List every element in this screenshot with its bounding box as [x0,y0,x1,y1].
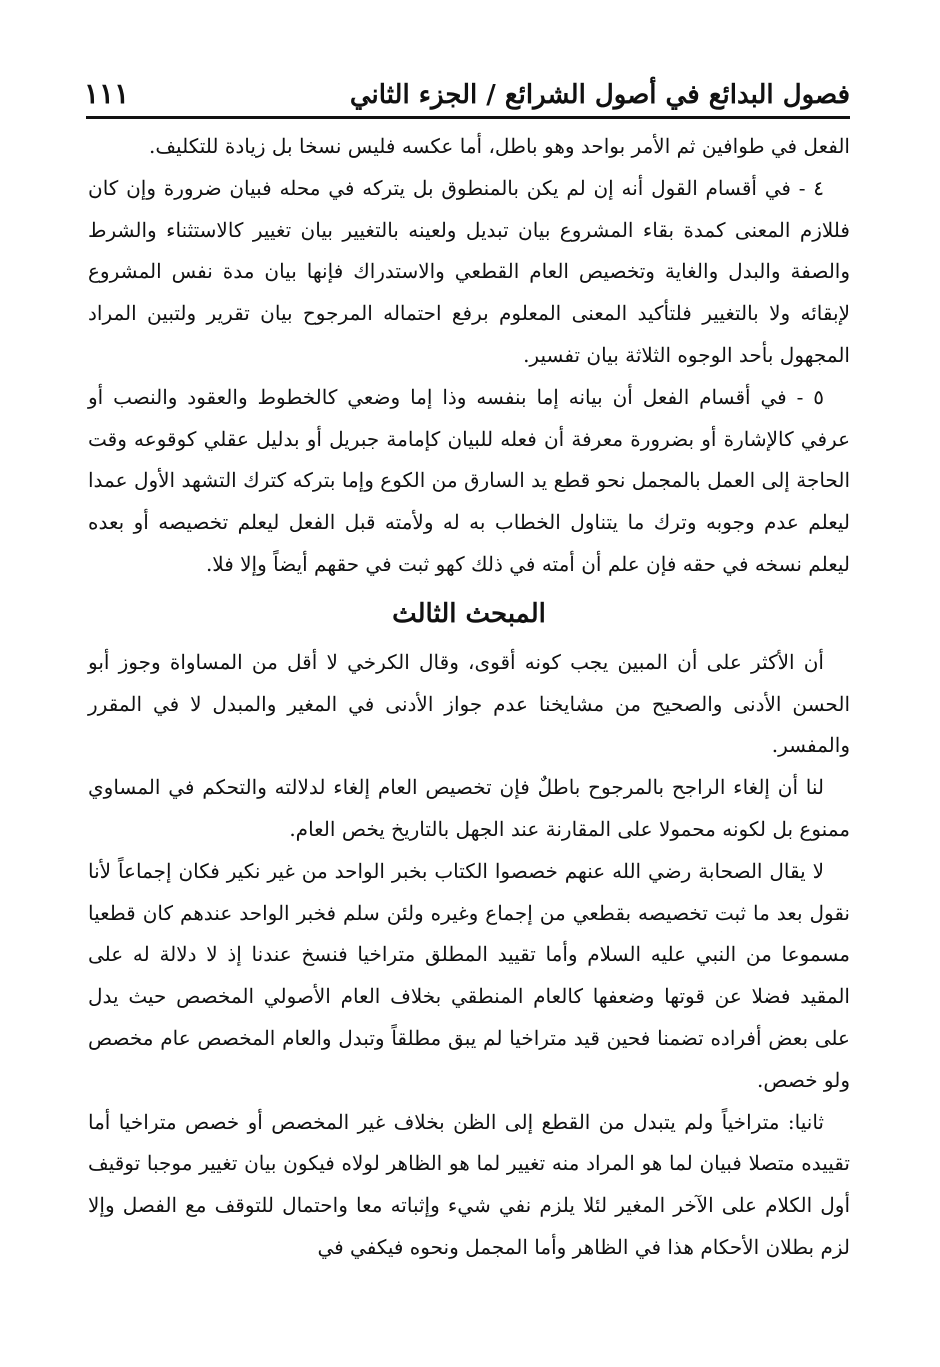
page-header [84,62,850,110]
paragraph: ثانيا: متراخياً ولم يتبدل من القطع إلى الظن بخلاف غير المخصص أو خصص متراخيا أما تقييده متصلا فبيان لما هو المراد منه تغيير لما هو الظاهر لولاه فيكون بيان تغيير موجبا توقيف أول الكلام على الآخر المغير لئلا يلزم نفي شيء وإثباته معا واحتمال للتوقف مع الفصل وإلا لزم بطلان الأحكام هذا في الظاهر وأما المجمل ونحوه فيكفي في [88,1109,850,1259]
page-number: ١١١ [84,77,130,110]
section-heading: المبحث الثالث [392,598,546,629]
paragraph: ٤ - في أقسام القول أنه إن لم يكن بالمنطوق بل يتركه في محله فبيان ضرورة وإن كان فللازم المعنى كمدة بقاء المشروع بيان تبديل ولعينه بالتغيير بيان تغيير كالاستثناء والشرط والصفة والبدل والغاية وتخصيص العام القطعي والاستدراك فإنها بيان مدة نفس المشروع لإبقائه ولا بالتغيير فلتأكيد المعنى المعلوم برفع احتماله المرجوح بيان تقرير ولتبين المراد المجهول بأحد الوجوه الثلاثة بيان تفسير. [88,175,850,367]
body-text [88,126,850,1269]
header-rule [86,116,850,119]
running-title: فصول البدائع في أصول الشرائع / الجزء الثاني [349,80,850,110]
paragraph: الفعل في طوافين ثم الأمر بواحد وهو باطل، أما عكسه فليس نسخا بل زيادة للتكليف. [148,134,850,158]
paragraph: أن الأكثر على أن المبين يجب كونه أقوى، وقال الكرخي لا أقل من المساواة وجوز أبو الحسن الأدنى والصحيح من مشايخنا عدم جواز الأدنى في المغير والمبدل لا في المقرر والمفسر. [88,649,850,758]
paragraph: لنا أن إلغاء الراجح بالمرجوح باطلٌ فإن تخصيص العام إلغاء لدلالته والتحكم في المساوي ممنوع بل لكونه محمولا على المقارنة عند الجهل بالتاريخ يخص العام. [88,775,850,841]
paragraph: لا يقال الصحابة رضي الله عنهم خصصوا الكتاب بخبر الواحد من غير نكير فكان إجماعاً لأنا نقول بعد ما ثبت تخصيصه بقطعي من إجماع وغيره ولئن سلم فخبر الواحد عندهم كان قطعيا مسموعا من النبي عليه السلام وأما تقييد المطلق متراخيا فنسخ عندنا إذ لا دلالة له على المقيد فضلا عن قوتها وضعفها كالعام المنطقي بخلاف العام الأصولي المخصص حيث يدل على بعض أفراده تضمنا فحين قيد متراخيا لم يبق مطلقاً وتبدل والعام المخصص عام مخصص ولو خصص. [88,858,851,1092]
paragraph: ٥ - في أقسام الفعل أن بيانه إما بنفسه وذا إما وضعي كالخطوط والعقود والنصب أو عرفي كالإشارة أو بضرورة معرفة أن فعله للبيان كإمامة جبريل أو بدليل عقلي كوقوعه وقت الحاجة إلى العمل بالمجمل نحو قطع يد السارق من الكوع وإما بتركه كترك التشهد الأول عمدا ليعلم عدم وجوبه وترك ما يتناول الخطاب به له ولأمته قبل الفعل ليعلم تخصيصه أو بعده ليعلم نسخه في حقه فإن علم أن أمته في ذلك كهو ثبت في حقهم أيضاً وإلا فلا. [88,384,850,576]
